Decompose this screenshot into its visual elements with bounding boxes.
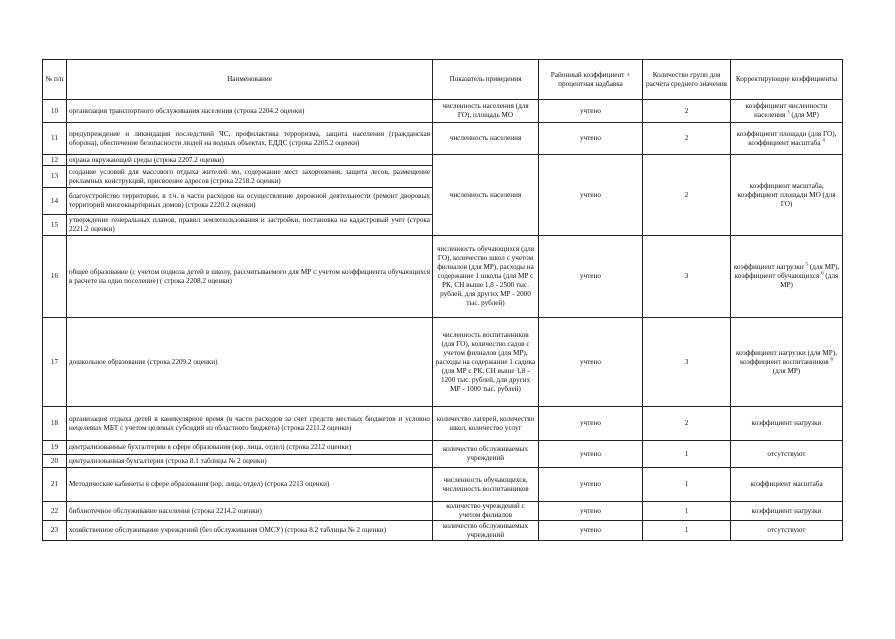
header-row (43, 60, 843, 100)
merged-regional: учтено (539, 155, 643, 236)
row-regional: учтено (539, 502, 643, 521)
row-groups: 2 (643, 407, 731, 441)
row-name: предупреждение и ликвидация последствий ЧС, профилактика терроризма, защита населения (гражданская оборона), обеспечение безопасности людей на водных объектах, ЕДДС (строка 2205.2 оценки) (67, 123, 433, 155)
corrective-tail: (для МР) (772, 366, 801, 375)
table-row (43, 441, 843, 455)
row-regional: учтено (539, 407, 643, 441)
row-indicator: численность обучающихся (для ГО), количество школ с учетом филиалов (для МР), расходы на содержание 1 школы (для МР с РК, СН выше 1,8 - 2500 тыс. рублей, для других МР - 2000 тыс. рублей) (433, 236, 539, 318)
row-regional: учтено (539, 468, 643, 502)
row-num: 10 (43, 100, 67, 123)
row-name: библиотечное обслуживание населения (строка 2214.2 оценки) (67, 502, 433, 521)
row-corrective (731, 123, 843, 155)
footnote-mark: 4 (822, 138, 825, 144)
row-groups: 1 (643, 441, 731, 468)
row-name: утверждение генеральных планов, правил землепользования и застройки, постановка на кадастровый учет (строка 2221.2 оценки) (67, 215, 433, 236)
row-indicator: количество лагерей, количество школ, количество услуг (433, 407, 539, 441)
row-corrective (731, 100, 843, 123)
corrective-text: коэффициент численности населения (745, 102, 828, 119)
row-indicator: численность населения (433, 123, 539, 155)
table-row (43, 155, 843, 166)
row-corrective (731, 236, 843, 318)
row-num: 22 (43, 502, 67, 521)
row-num: 23 (43, 521, 67, 541)
table-row (43, 318, 843, 407)
row-name: общее образование (с учетом подвоза детей в школу, рассчитываемого для МР с учетом коэффициента обучающихся в расчете на одно поселение) ( строка 2208.2 оценки) (67, 236, 433, 318)
table-row (43, 407, 843, 441)
row-groups: 3 (643, 236, 731, 318)
row-indicator: количество учреждений с учетом филиалов (433, 502, 539, 521)
row-corrective: отсутствуют (731, 521, 843, 541)
row-regional: учтено (539, 521, 643, 541)
footnote-mark: 5 (805, 262, 809, 268)
row-corrective (731, 318, 843, 407)
table-row (43, 100, 843, 123)
table-row (43, 502, 843, 521)
header-groups: Количество групп для расчета среднего значения (643, 60, 731, 100)
row-corrective: коэффициент нагрузки (731, 502, 843, 521)
row-regional: учтено (539, 236, 643, 318)
table-row (43, 468, 843, 502)
merged-groups: 2 (643, 155, 731, 236)
row-groups: 3 (643, 318, 731, 407)
row-num: 19 (43, 441, 67, 455)
header-corrective: Корректирующие коэффициенты (731, 60, 843, 100)
table-row (43, 123, 843, 155)
row-name: организация транспортного обслуживания населения (строка 2204.2 оценки) (67, 100, 433, 123)
footnote-mark: 6 (821, 271, 824, 277)
row-name: Методические кабинеты в сфере образования (юр. лица, отдел) (строка 2213 оценки) (67, 468, 433, 502)
row-num: 11 (43, 123, 67, 155)
corrective-tail: (для МР) (780, 272, 839, 289)
corrective-tail: (для МР), коэффициент обучающихся (734, 263, 840, 280)
row-num: 16 (43, 236, 67, 318)
footnote-mark: 6 (830, 357, 833, 363)
row-name: хозяйственное обслуживание учреждений (без обслуживания ОМСУ) (строка 8.2 таблицы № 2 оценки) (67, 521, 433, 541)
row-name: благоустройство территории, в т.ч. в части расходов на осуществление дорожной деятельности (ремонт дворовых территорий многоквартирных домов) (строка 2220.2 оценки) (67, 188, 433, 215)
row-name: централизованная бухгалтерия (строка 8.1 таблицы № 2 оценки) (67, 455, 433, 468)
header-regional: Районный коэффициент + процентная надбавка (539, 60, 643, 100)
row-num: 17 (43, 318, 67, 407)
corrective-text: коэффициент площади (для ГО), коэффициент масштаба (736, 129, 837, 147)
row-num: 21 (43, 468, 67, 502)
row-indicator: количество обслуживаемых учреждений (433, 441, 539, 468)
table-container (42, 59, 842, 541)
row-groups: 1 (643, 521, 731, 541)
row-corrective: коэффициент масштаба (731, 468, 843, 502)
row-regional: учтено (539, 441, 643, 468)
corrective-tail: (для МР) (791, 111, 819, 119)
row-name: охрана окружающей среды (строка 2207.2 оценки) (67, 155, 433, 166)
footnote-mark: 3 (787, 110, 790, 116)
table-row (43, 521, 843, 541)
row-regional: учтено (539, 123, 643, 155)
row-indicator: численность населения (для ГО), площадь МО (433, 100, 539, 123)
header-indicator: Показатель приведения (433, 60, 539, 100)
row-corrective: отсутствуют (731, 441, 843, 468)
row-name: дошкольное образование (строка 2209.2 оценки) (67, 318, 433, 407)
row-groups: 1 (643, 502, 731, 521)
row-indicator: численность воспитанников (для ГО), количество садов с учетом филиалов (для МР), расходы на содержание 1 садика (для МР с РК, СН выше 1,8 - 1200 тыс. рублей, для других МР - 1000 тыс. рублей) (433, 318, 539, 407)
corrective-text: коэффициент нагрузки (733, 263, 804, 271)
row-corrective: коэффициент нагрузки (731, 407, 843, 441)
table-row (43, 236, 843, 318)
coefficients-table (42, 59, 843, 541)
row-indicator: количество обслуживаемых учреждений (433, 521, 539, 541)
row-groups: 1 (643, 468, 731, 502)
row-name: централизованные бухгалтерии в сфере образования (юр. лица, отдел) (строка 2212 оценки) (67, 441, 433, 455)
row-num: 12 (43, 155, 67, 166)
row-indicator: численность обучающихся, численность воспитанников (433, 468, 539, 502)
row-groups: 2 (643, 100, 731, 123)
corrective-text: коэффициент нагрузки (для МР), коэффициент воспитанников (735, 348, 837, 366)
row-name: организация отдыха детей в каникулярное время (в части расходов за счет средств местных бюджетов и условно нецелевых МБТ с учетом целевых субсидий из областного бюджета) (строка 2211.2 оценки) (67, 407, 433, 441)
row-regional: учтено (539, 100, 643, 123)
merged-indicator: численность населения (433, 155, 539, 236)
row-num: 14 (43, 188, 67, 215)
row-num: 13 (43, 166, 67, 188)
merged-corrective: коэффициент масштаба, коэффициент площади МО (для ГО) (731, 155, 843, 236)
header-num: № п/п (43, 60, 67, 100)
row-num: 18 (43, 407, 67, 441)
row-name: создание условий для массового отдыха жителей мо, содержание мест захоронения, защита лесов, размещение рекламных конструкций, присвоение адресов (строка 2218.2 оценки) (67, 166, 433, 188)
row-groups: 2 (643, 123, 731, 155)
row-num: 20 (43, 455, 67, 468)
header-name: Наименование (67, 60, 433, 100)
row-regional: учтено (539, 318, 643, 407)
row-num: 15 (43, 215, 67, 236)
